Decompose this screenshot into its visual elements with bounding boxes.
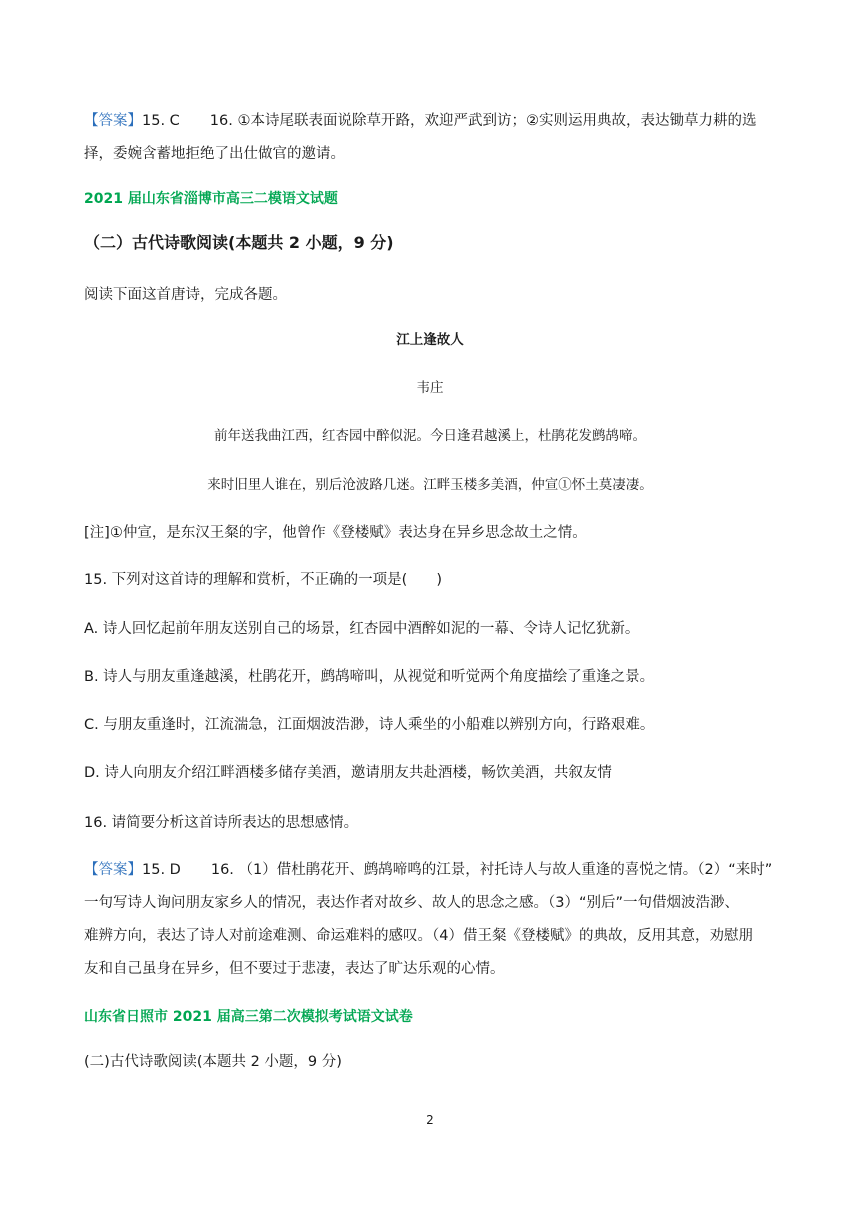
question-16-stem: 16. 请简要分析这首诗所表达的思想感情。 bbox=[84, 815, 359, 831]
answer-q16-line-1: 16. ①本诗尾联表面说除草开路，欢迎严武到访；②实则运用典故，表达锄草力耕的选 bbox=[209, 113, 757, 129]
source-heading-2: 山东省日照市 2021 届高三第二次模拟考试语文试卷 bbox=[84, 1009, 413, 1025]
poem-line-1: 前年送我曲江西，红杏园中醉似泥。今日逢君越溪上，杜鹃花发鹧鸪啼。 bbox=[214, 428, 646, 444]
instruction-text: 阅读下面这首唐诗，完成各题。 bbox=[84, 287, 287, 303]
page-number: 2 bbox=[426, 1113, 434, 1127]
source-heading-1: 2021 届山东省淄博市高三二模语文试题 bbox=[84, 191, 338, 207]
poem-author: 韦庄 bbox=[416, 380, 444, 396]
answer-tag: 【答案】 bbox=[84, 862, 142, 878]
section-title-1: （二）古代诗歌阅读(本题共 2 小题，9 分) bbox=[84, 233, 394, 252]
option-c: C. 与朋友重逢时，江流湍急，江面烟波浩渺，诗人乘坐的小船难以辨别方向，行路艰难。 bbox=[84, 717, 655, 733]
section-title-2: (二)古代诗歌阅读(本题共 2 小题，9 分) bbox=[84, 1054, 342, 1070]
answer-block-2-line-1 bbox=[84, 860, 784, 880]
answer-q15: 15. C bbox=[142, 113, 180, 129]
answer-tag: 【答案】 bbox=[84, 113, 142, 129]
question-15-stem: 15. 下列对这首诗的理解和赏析，不正确的一项是( ) bbox=[84, 572, 442, 588]
answer-block-2-line-4: 友和自己虽身在异乡，但不要过于悲凄，表达了旷达乐观的心情。 bbox=[84, 961, 505, 977]
answer-block-2-line-2: 一句写诗人询问朋友家乡人的情况，表达作者对故乡、故人的思念之感。（3）“别后”一句借烟波浩渺、 bbox=[84, 895, 739, 911]
poem-note: [注]①仲宣，是东汉王粲的字，他曾作《登楼赋》表达身在异乡思念故土之情。 bbox=[84, 525, 587, 541]
answer-block-2-line-3: 难辨方向，表达了诗人对前途难测、命运难料的感叹。（4）借王粲《登楼赋》的典故，反用其意，劝慰朋 bbox=[84, 928, 753, 944]
poem-line-2: 来时旧里人谁在，别后沧波路几迷。江畔玉楼多美酒，仲宣①怀土莫凄凄。 bbox=[207, 477, 653, 493]
option-d: D. 诗人向朋友介绍江畔酒楼多储存美酒，邀请朋友共赴酒楼，畅饮美酒，共叙友情 bbox=[84, 765, 612, 781]
answer-q15: 15. D bbox=[142, 862, 181, 878]
option-a: A. 诗人回忆起前年朋友送别自己的场景，红杏园中酒醉如泥的一幕、令诗人记忆犹新。 bbox=[84, 621, 640, 637]
answer-q16-line-1: 16. （1）借杜鹃花开、鹧鸪啼鸣的江景，衬托诗人与故人重逢的喜悦之情。（2）“来时” bbox=[210, 862, 773, 878]
answer-block-1-line-1 bbox=[84, 111, 784, 131]
poem-title: 江上逢故人 bbox=[396, 332, 464, 348]
option-b: B. 诗人与朋友重逢越溪，杜鹃花开，鹧鸪啼叫，从视觉和听觉两个角度描绘了重逢之景。 bbox=[84, 669, 655, 685]
answer-block-1-line-2: 择，委婉含蓄地拒绝了出仕做官的邀请。 bbox=[84, 146, 345, 162]
